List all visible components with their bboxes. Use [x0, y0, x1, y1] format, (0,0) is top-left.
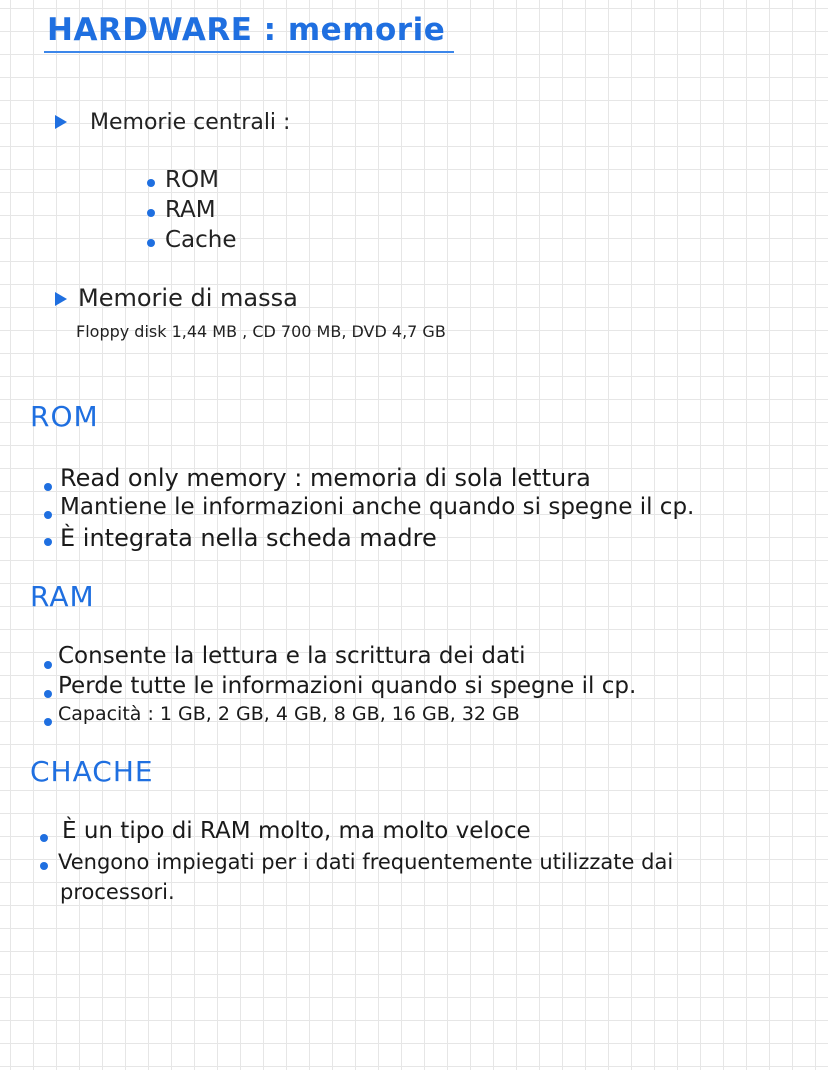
bullet-icon — [40, 834, 48, 842]
mass-memory-heading: Memorie di massa — [78, 284, 298, 312]
ram-section-title: RAM — [30, 580, 95, 613]
bullet-icon — [44, 718, 52, 726]
ram-point: Perde tutte le informazioni quando si spegne il cp. — [58, 673, 637, 699]
ram-point: Capacità : 1 GB, 2 GB, 4 GB, 8 GB, 16 GB, 32 GB — [58, 703, 520, 725]
rom-section-title: ROM — [30, 400, 99, 433]
mass-memory-details: Floppy disk 1,44 MB , CD 700 MB, DVD 4,7 GB — [76, 322, 446, 341]
central-item-ram: RAM — [165, 197, 216, 223]
bullet-icon — [147, 239, 155, 247]
title-underline — [44, 51, 454, 53]
cache-section-title: CHACHE — [30, 755, 154, 788]
central-memory-heading: Memorie centrali : — [90, 110, 291, 135]
bullet-icon — [44, 661, 52, 669]
bullet-icon — [147, 209, 155, 217]
bullet-icon — [40, 862, 48, 870]
triangle-bullet-icon — [55, 115, 67, 129]
central-item-rom: ROM — [165, 167, 219, 193]
bullet-icon — [44, 511, 52, 519]
rom-point: È integrata nella scheda madre — [60, 524, 437, 552]
bullet-icon — [44, 538, 52, 546]
rom-point: Mantiene le informazioni anche quando si spegne il cp. — [60, 494, 695, 520]
cache-point: È un tipo di RAM molto, ma molto veloce — [62, 818, 531, 844]
ram-point: Consente la lettura e la scrittura dei dati — [58, 643, 526, 669]
rom-point: Read only memory : memoria di sola lettura — [60, 464, 591, 492]
page-title: HARDWARE : memorie — [47, 12, 446, 48]
cache-point-continuation: processori. — [60, 880, 175, 904]
bullet-icon — [147, 179, 155, 187]
bullet-icon — [44, 483, 52, 491]
central-item-cache: Cache — [165, 227, 237, 253]
triangle-bullet-icon — [55, 292, 67, 306]
bullet-icon — [44, 690, 52, 698]
cache-point: Vengono impiegati per i dati frequentemente utilizzate dai — [58, 850, 674, 874]
